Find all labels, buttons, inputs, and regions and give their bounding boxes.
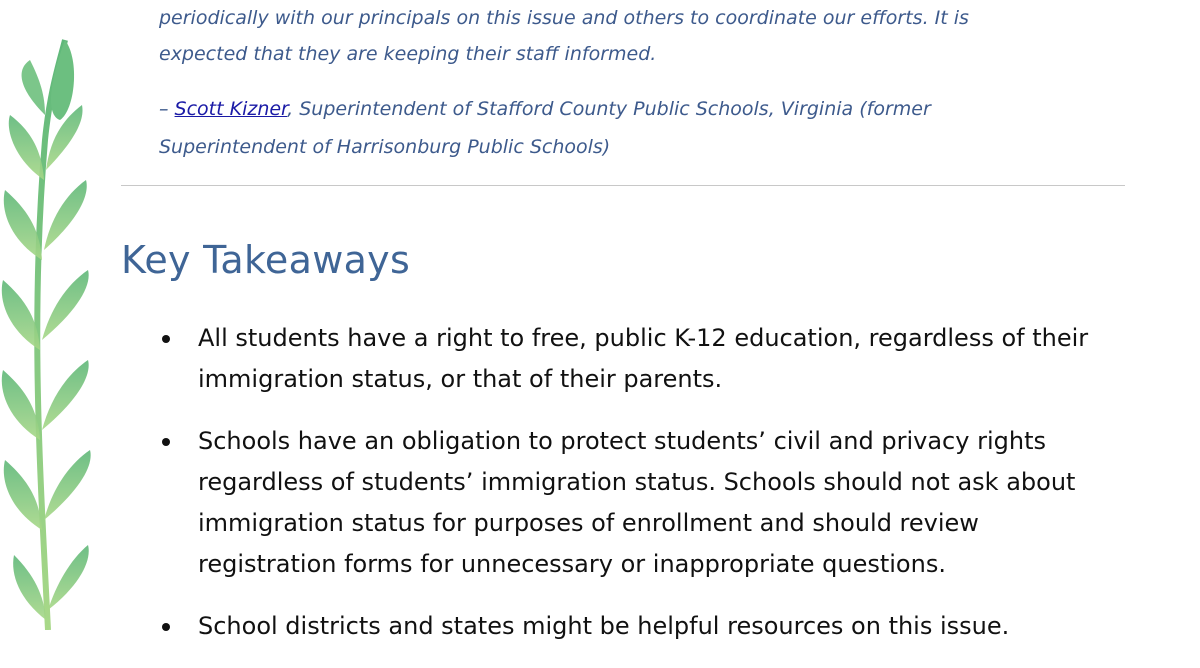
section-heading: Key Takeaways: [121, 238, 411, 282]
attribution-title: , Superintendent of Stafford County Public Schools, Virginia (former: [287, 98, 931, 120]
quote-block: [159, 0, 1059, 166]
bullet-icon: [162, 335, 170, 343]
divider: [121, 185, 1125, 186]
leaf-decoration-icon: [0, 20, 110, 630]
list-item-text: Schools have an obligation to protect students’ civil and privacy rights regardless of students’ immigration status. Schools should not ask about immigration status for purposes of enrollment and should review registration forms for unnecessary or inappropriate questions.: [198, 427, 1076, 578]
attribution-dash: –: [159, 98, 175, 120]
takeaways-list: [160, 318, 1120, 668]
attribution-title-cont: Superintendent of Harrisonburg Public Schools): [159, 136, 611, 158]
list-item-text: School districts and states might be helpful resources on this issue.: [198, 612, 1010, 640]
list-item: [160, 606, 1120, 647]
bullet-icon: [162, 438, 170, 446]
quote-attribution: [159, 90, 1059, 166]
list-item: [160, 318, 1120, 400]
quote-line: periodically with our principals on this issue and others to coordinate our efforts. It is: [159, 7, 969, 29]
list-item-text: All students have a right to free, public K-12 education, regardless of their immigration status, or that of their parents.: [198, 324, 1089, 393]
scott-kizner-link[interactable]: Scott Kizner: [174, 98, 288, 120]
list-item: [160, 421, 1120, 585]
quote-line: expected that they are keeping their staff informed.: [159, 43, 657, 65]
